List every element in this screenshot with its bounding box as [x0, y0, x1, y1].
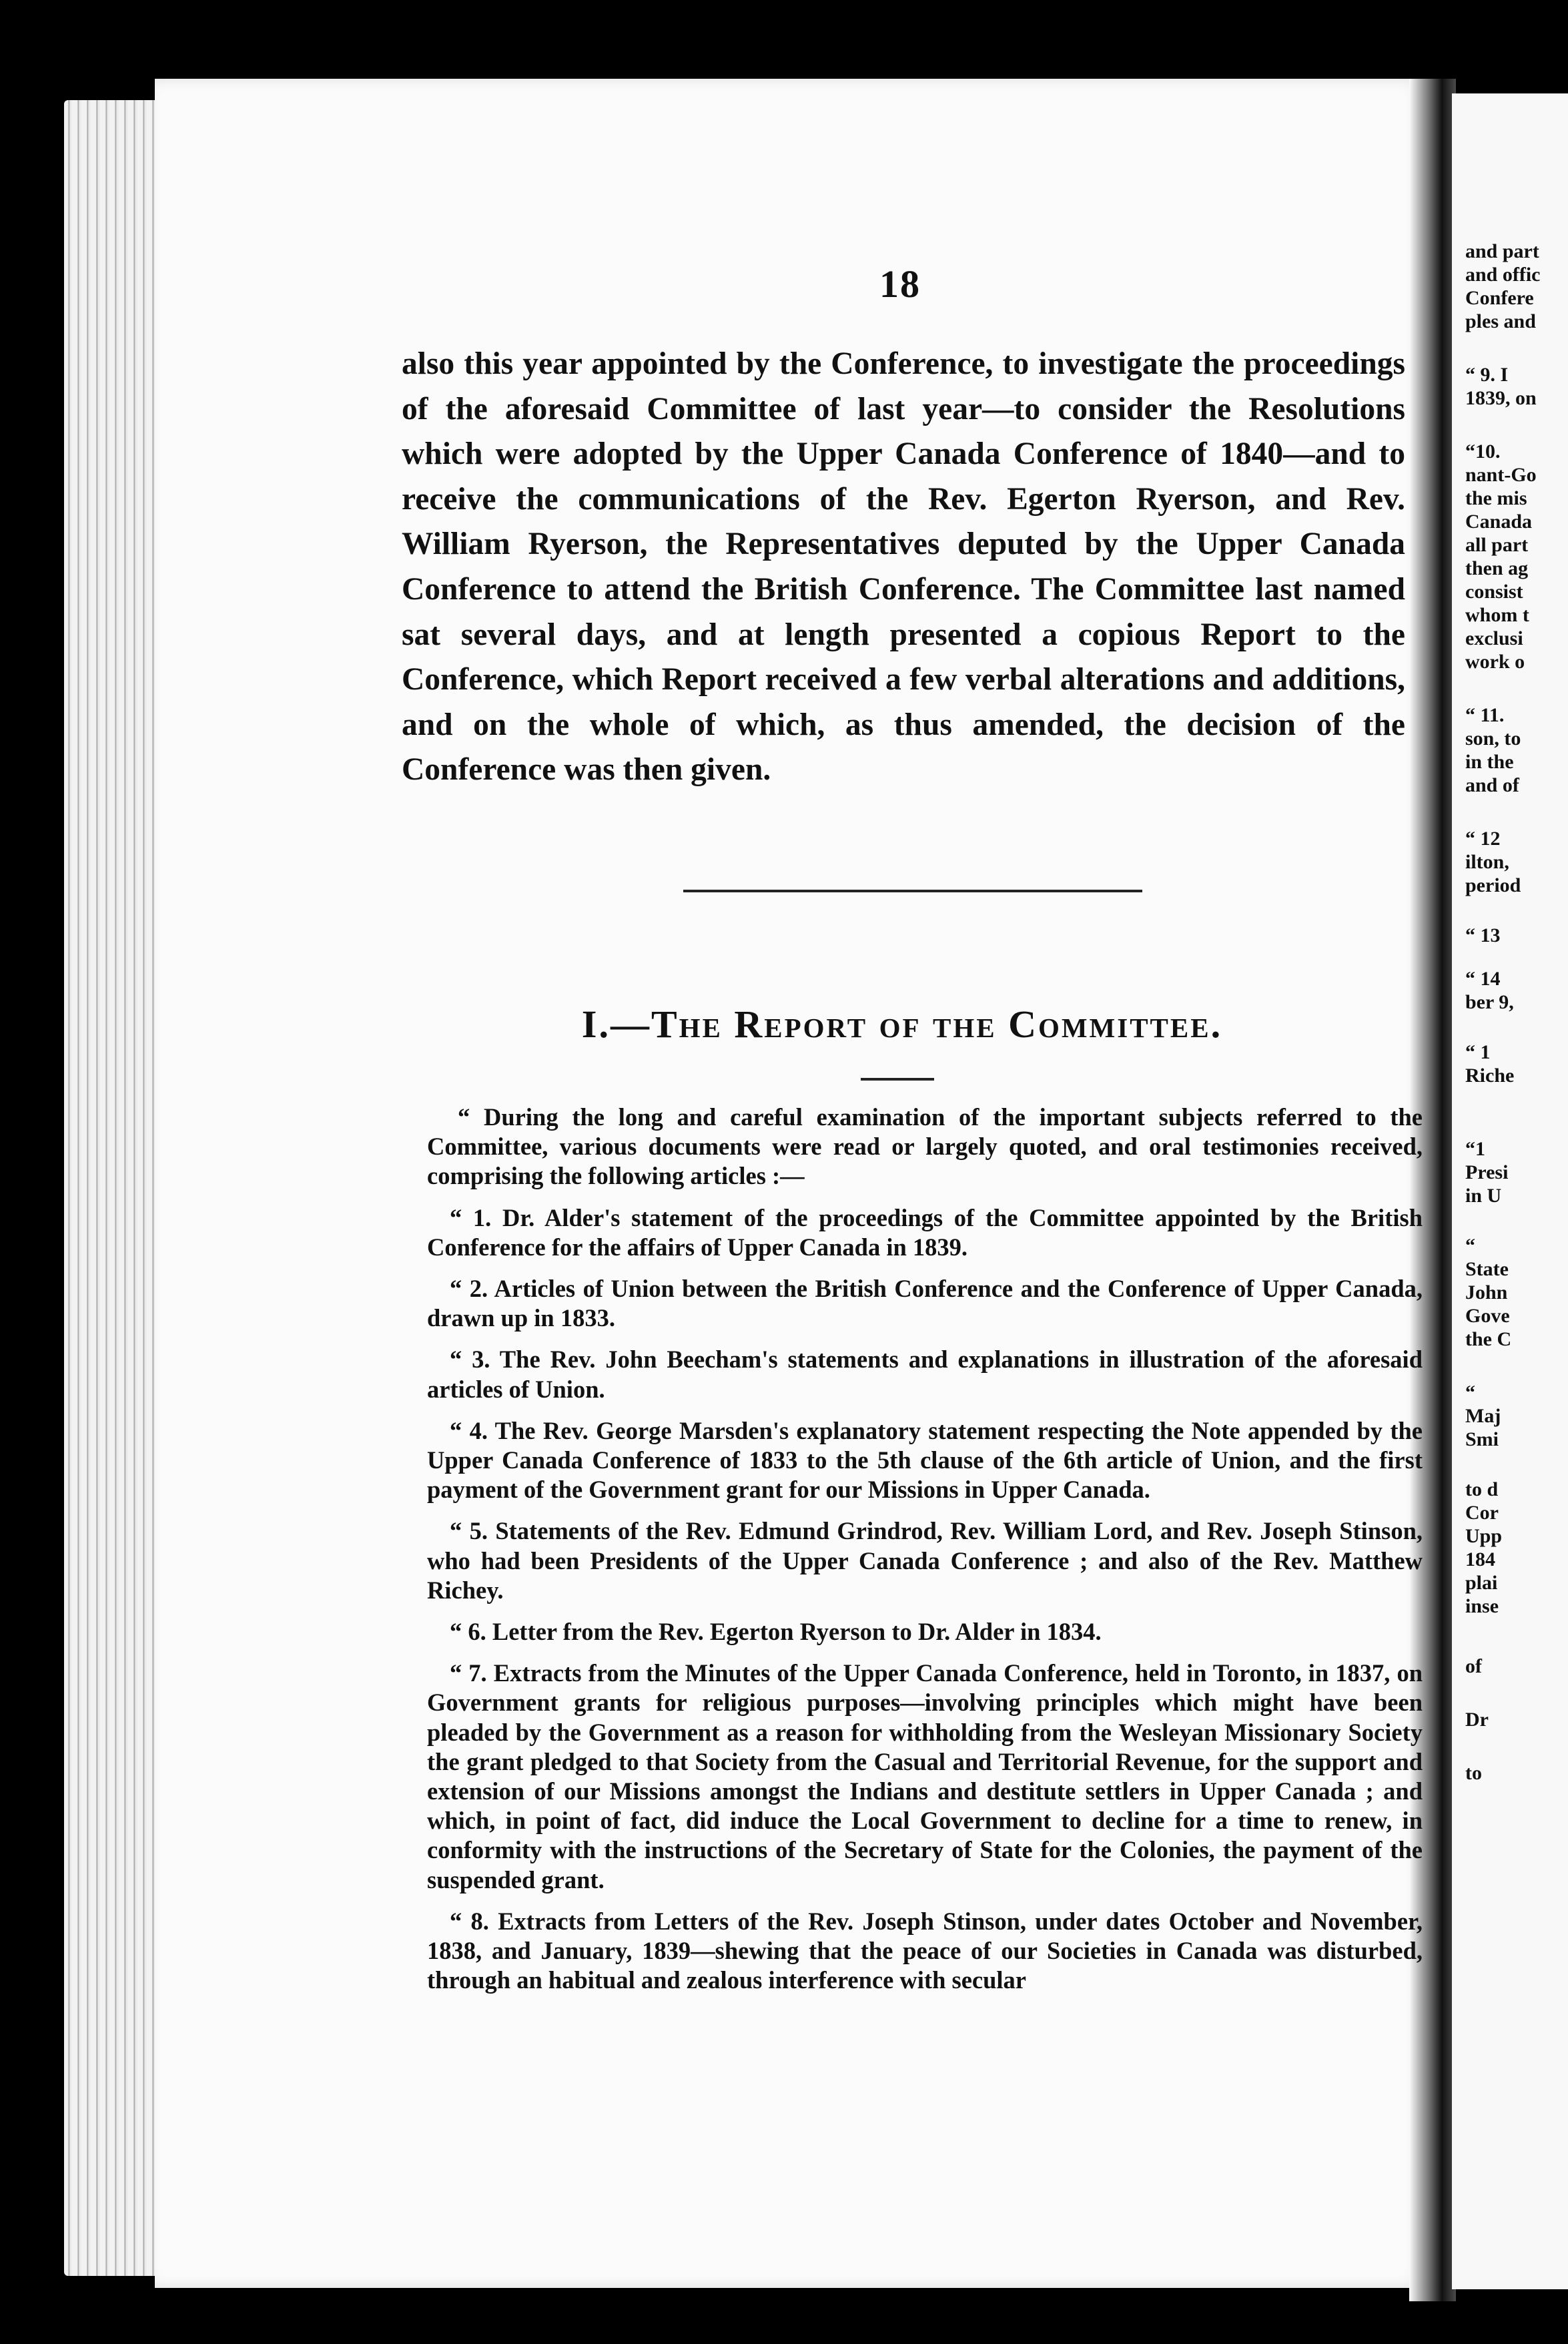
- adjacent-page: [1452, 93, 1568, 2289]
- report-item-7: “ 7. Extracts from the Minutes of the Upper Canada Conference, held in Toronto, in 1837, on Government grants for religious purposes—involving principles which might have been pleaded by the Government as a reason for withholding from the Wesleyan Missionary Society the grant pledged to that Society from the Casual and Territorial Revenue, for the support and extension of our Missions amongst the Indians and destitute settlers in Upper Canada ; and which, in point of fact, did induce the Local Government to decline for a time to renew, in conformity with the instructions of the Secretary of State for the Colonies, the payment of the suspended grant.: [427, 1659, 1423, 1893]
- adjacent-page-line: “: [1465, 1235, 1475, 1257]
- adjacent-page-line: “ 14: [1465, 968, 1501, 990]
- adjacent-page-line: the mis: [1465, 487, 1527, 509]
- adjacent-page-line: and offic: [1465, 264, 1541, 286]
- report-item-8: “ 8. Extracts from Letters of the Rev. Joseph Stinson, under dates October and November, 1838, and January, 1839—shewing that the peace of our Societies in Canada was disturbed, through an habitual and zealous interference with secular: [427, 1907, 1423, 1994]
- adjacent-page-line: whom t: [1465, 604, 1529, 626]
- adjacent-page-line: Dr: [1465, 1709, 1489, 1731]
- adjacent-page-line: in the: [1465, 751, 1514, 773]
- adjacent-page-line: exclusi: [1465, 627, 1523, 649]
- section-heading: I.—The Report of the Committee.: [581, 1002, 1223, 1046]
- adjacent-page-line: Gove: [1465, 1305, 1510, 1327]
- adjacent-page-line: “ 12: [1465, 828, 1501, 850]
- adjacent-page-line: inse: [1465, 1595, 1499, 1617]
- adjacent-page-line: nant-Go: [1465, 464, 1537, 486]
- adjacent-page-line: ples and: [1465, 310, 1536, 332]
- report-item-4: “ 4. The Rev. George Marsden's explanatory statement respecting the Note appended by the Upper Canada Conference of 1833 to the 5th clause of the 6th article of Union, and the first payment of the Government grant for our Missions in Upper Canada.: [427, 1416, 1423, 1504]
- adjacent-page-line: “ 11.: [1465, 704, 1505, 726]
- report-item-6: “ 6. Letter from the Rev. Egerton Ryerson to Dr. Alder in 1834.: [450, 1618, 1102, 1646]
- adjacent-page-line: then ag: [1465, 557, 1529, 579]
- adjacent-page-line: in U: [1465, 1185, 1502, 1207]
- adjacent-page-line: work o: [1465, 651, 1525, 673]
- adjacent-page-line: of: [1465, 1655, 1482, 1677]
- adjacent-page-line: son, to: [1465, 727, 1521, 750]
- adjacent-page-line: “ 1: [1465, 1041, 1491, 1063]
- section-divider: [683, 890, 1142, 892]
- adjacent-page-line: the C: [1465, 1328, 1512, 1350]
- adjacent-page-line: Confere: [1465, 287, 1534, 309]
- adjacent-page-line: ilton,: [1465, 851, 1509, 873]
- adjacent-page-line: “10.: [1465, 441, 1501, 463]
- adjacent-page-line: consist: [1465, 581, 1523, 603]
- report-item-5: “ 5. Statements of the Rev. Edmund Grindrod, Rev. William Lord, and Rev. Joseph Stinson, who had been Presidents of the Upper Canada Conference ; and also of the Rev. Matthew Richey.: [427, 1517, 1423, 1604]
- report-body: [427, 1103, 1423, 2007]
- adjacent-page-line: ber 9,: [1465, 991, 1514, 1013]
- adjacent-page-line: to: [1465, 1762, 1482, 1784]
- adjacent-page-line: Canada: [1465, 511, 1533, 533]
- adjacent-page-line: “1: [1465, 1138, 1485, 1160]
- adjacent-page-line: State: [1465, 1258, 1509, 1280]
- adjacent-page-line: to d: [1465, 1478, 1499, 1500]
- report-item-3: “ 3. The Rev. John Beecham's statements and explanations in illustration of the aforesaid articles of Union.: [427, 1346, 1423, 1403]
- report-item-1: “ 1. Dr. Alder's statement of the proceedings of the Committee appointed by the British Conference for the affairs of Upper Canada in 1839.: [427, 1203, 1423, 1261]
- adjacent-page-line: period: [1465, 874, 1521, 896]
- intro-paragraph: also this year appointed by the Conference, to investigate the proceedings of the aforesaid Committee of last year—to consider the Resolutions which were adopted by the Upper Canada Conference of 1840—and to receive the communications of the Rev. Egerton Ryerson, and Rev. William Ryerson, the Representatives deputed by the Upper Canada Conference to attend the British Conference. The Committee last named sat several days, and at length presented a copious Report to the Conference, which Report received a few verbal alterations and additions, and on the whole of which, as thus amended, the decision of the Conference was then given.: [402, 346, 1405, 788]
- adjacent-page-line: John: [1465, 1281, 1508, 1303]
- heading-underline: [861, 1078, 934, 1081]
- adjacent-page-line: 184: [1465, 1548, 1495, 1570]
- adjacent-page-line: and part: [1465, 240, 1539, 262]
- adjacent-page-line: Upp: [1465, 1525, 1503, 1547]
- report-paragraph: “ During the long and careful examination of the important subjects referred to the Committee, various documents were read or largely quoted, and oral testimonies received, comprising the following articles :—: [427, 1103, 1423, 1190]
- adjacent-page-line: “ 13: [1465, 924, 1501, 946]
- adjacent-page-line: Riche: [1465, 1065, 1515, 1087]
- adjacent-page-line: Presi: [1465, 1161, 1509, 1183]
- adjacent-page-line: Smi: [1465, 1428, 1499, 1450]
- adjacent-page-line: Cor: [1465, 1502, 1499, 1524]
- report-item-2: “ 2. Articles of Union between the British Conference and the Conference of Upper Canada, drawn up in 1833.: [427, 1275, 1423, 1332]
- adjacent-page-line: and of: [1465, 774, 1519, 796]
- adjacent-page-line: all part: [1465, 534, 1529, 556]
- adjacent-page-line: 1839, on: [1465, 387, 1537, 409]
- adjacent-page-line: plai: [1465, 1572, 1498, 1594]
- page-number: 18: [879, 262, 921, 306]
- adjacent-page-line: Maj: [1465, 1405, 1501, 1427]
- adjacent-page-line: “: [1465, 1382, 1475, 1404]
- adjacent-page-line: “ 9. I: [1465, 364, 1509, 386]
